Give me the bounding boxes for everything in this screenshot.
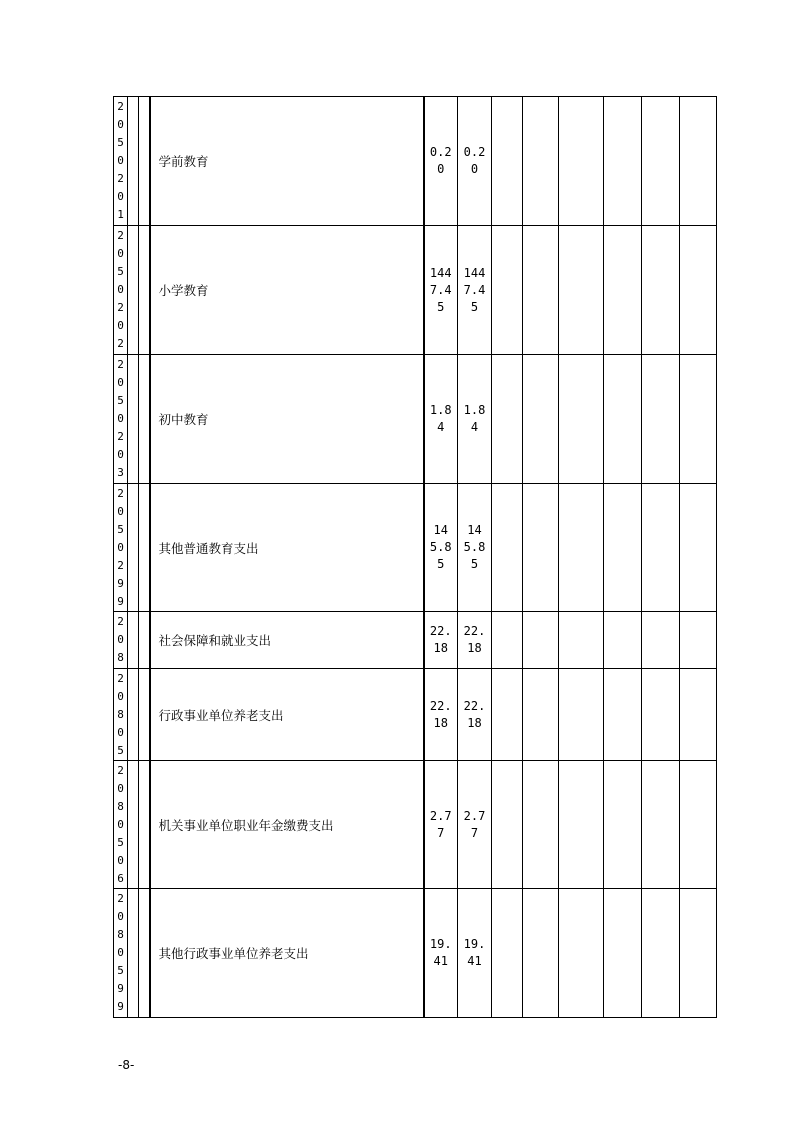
page-number: -8- (118, 1058, 135, 1072)
amount-total-cell (424, 484, 458, 612)
subject-code-cell: 208 (114, 612, 128, 669)
amount-total-value: 2.77 (429, 808, 452, 840)
empty-amount-cell (523, 889, 559, 1018)
empty-amount-cell (642, 612, 680, 669)
empty-amount-cell (680, 669, 717, 761)
amount-total-value: 19.41 (429, 937, 452, 968)
blank-cell (128, 484, 139, 612)
amount-total-cell (424, 761, 458, 889)
amount-total-value: 1447.45 (429, 265, 452, 314)
table-row (114, 97, 717, 226)
empty-amount-cell (642, 97, 680, 226)
blank-cell (128, 612, 139, 669)
empty-amount-cell (680, 226, 717, 355)
empty-amount-cell (559, 669, 604, 761)
subject-code-cell: 2050299 (114, 484, 128, 612)
empty-amount-cell (604, 612, 642, 669)
subject-code-cell: 20805 (114, 669, 128, 761)
empty-amount-cell (559, 97, 604, 226)
empty-amount-cell (492, 761, 523, 889)
blank-cell (128, 226, 139, 355)
table-row (114, 226, 717, 355)
amount-basic-value: 2.77 (463, 808, 486, 840)
empty-amount-cell (559, 355, 604, 484)
subject-name-cell: 初中教育 (150, 355, 424, 484)
subject-name-cell: 其他行政事业单位养老支出 (150, 889, 424, 1018)
empty-amount-cell (604, 97, 642, 226)
empty-amount-cell (604, 355, 642, 484)
amount-basic-value: 145.85 (463, 523, 486, 571)
empty-amount-cell (680, 484, 717, 612)
amount-total-cell (424, 669, 458, 761)
empty-amount-cell (492, 355, 523, 484)
subject-code-cell: 2050202 (114, 226, 128, 355)
empty-amount-cell (523, 612, 559, 669)
subject-code-cell: 2080599 (114, 889, 128, 1018)
empty-amount-cell (604, 669, 642, 761)
empty-amount-cell (523, 355, 559, 484)
empty-amount-cell (523, 226, 559, 355)
empty-amount-cell (492, 226, 523, 355)
subject-code-cell: 2050203 (114, 355, 128, 484)
table-row (114, 761, 717, 889)
empty-amount-cell (559, 761, 604, 889)
empty-amount-cell (604, 761, 642, 889)
empty-amount-cell (680, 612, 717, 669)
amount-total-cell (424, 889, 458, 1018)
empty-amount-cell (604, 484, 642, 612)
table-row (114, 484, 717, 612)
empty-amount-cell (642, 889, 680, 1018)
blank-cell (139, 355, 150, 484)
amount-basic-value: 19.41 (463, 937, 486, 968)
blank-cell (128, 355, 139, 484)
amount-total-value: 1.84 (429, 403, 452, 434)
empty-amount-cell (642, 226, 680, 355)
blank-cell (139, 669, 150, 761)
subject-name-cell: 小学教育 (150, 226, 424, 355)
amount-basic-value: 1447.45 (463, 265, 486, 314)
amount-basic-cell (458, 226, 492, 355)
empty-amount-cell (523, 669, 559, 761)
empty-amount-cell (642, 484, 680, 612)
empty-amount-cell (492, 669, 523, 761)
blank-cell (128, 669, 139, 761)
table-row (114, 669, 717, 761)
blank-cell (139, 226, 150, 355)
blank-cell (139, 97, 150, 226)
amount-basic-cell (458, 484, 492, 612)
amount-basic-cell (458, 761, 492, 889)
amount-basic-value: 22.18 (463, 624, 486, 655)
blank-cell (139, 612, 150, 669)
amount-basic-cell (458, 355, 492, 484)
budget-table (113, 96, 717, 1018)
amount-basic-cell (458, 612, 492, 669)
empty-amount-cell (680, 889, 717, 1018)
amount-total-value: 0.20 (429, 145, 452, 176)
empty-amount-cell (559, 484, 604, 612)
amount-total-cell (424, 97, 458, 226)
subject-name-cell: 其他普通教育支出 (150, 484, 424, 612)
amount-basic-cell (458, 889, 492, 1018)
empty-amount-cell (680, 761, 717, 889)
empty-amount-cell (492, 889, 523, 1018)
amount-total-cell (424, 355, 458, 484)
empty-amount-cell (559, 889, 604, 1018)
subject-code-cell: 2080506 (114, 761, 128, 889)
amount-total-cell (424, 612, 458, 669)
table-row (114, 355, 717, 484)
table-body (114, 97, 717, 1018)
amount-basic-cell (458, 97, 492, 226)
table-row (114, 612, 717, 669)
empty-amount-cell (559, 612, 604, 669)
blank-cell (139, 889, 150, 1018)
empty-amount-cell (604, 889, 642, 1018)
empty-amount-cell (523, 97, 559, 226)
empty-amount-cell (523, 761, 559, 889)
amount-basic-value: 22.18 (463, 698, 486, 730)
subject-name-cell: 学前教育 (150, 97, 424, 226)
amount-basic-value: 0.20 (463, 145, 486, 176)
blank-cell (128, 97, 139, 226)
blank-cell (128, 889, 139, 1018)
amount-total-value: 22.18 (429, 698, 452, 730)
table-row (114, 889, 717, 1018)
empty-amount-cell (559, 226, 604, 355)
amount-total-cell (424, 226, 458, 355)
blank-cell (139, 484, 150, 612)
subject-name-cell: 机关事业单位职业年金缴费支出 (150, 761, 424, 889)
empty-amount-cell (604, 226, 642, 355)
empty-amount-cell (492, 612, 523, 669)
subject-name-cell: 行政事业单位养老支出 (150, 669, 424, 761)
empty-amount-cell (642, 761, 680, 889)
amount-total-value: 145.85 (429, 523, 452, 571)
empty-amount-cell (642, 669, 680, 761)
empty-amount-cell (642, 355, 680, 484)
amount-total-value: 22.18 (429, 624, 452, 655)
amount-basic-value: 1.84 (463, 403, 486, 434)
amount-basic-cell (458, 669, 492, 761)
blank-cell (139, 761, 150, 889)
empty-amount-cell (492, 97, 523, 226)
empty-amount-cell (680, 97, 717, 226)
subject-name-cell: 社会保障和就业支出 (150, 612, 424, 669)
blank-cell (128, 761, 139, 889)
empty-amount-cell (523, 484, 559, 612)
empty-amount-cell (492, 484, 523, 612)
empty-amount-cell (680, 355, 717, 484)
subject-code-cell: 2050201 (114, 97, 128, 226)
